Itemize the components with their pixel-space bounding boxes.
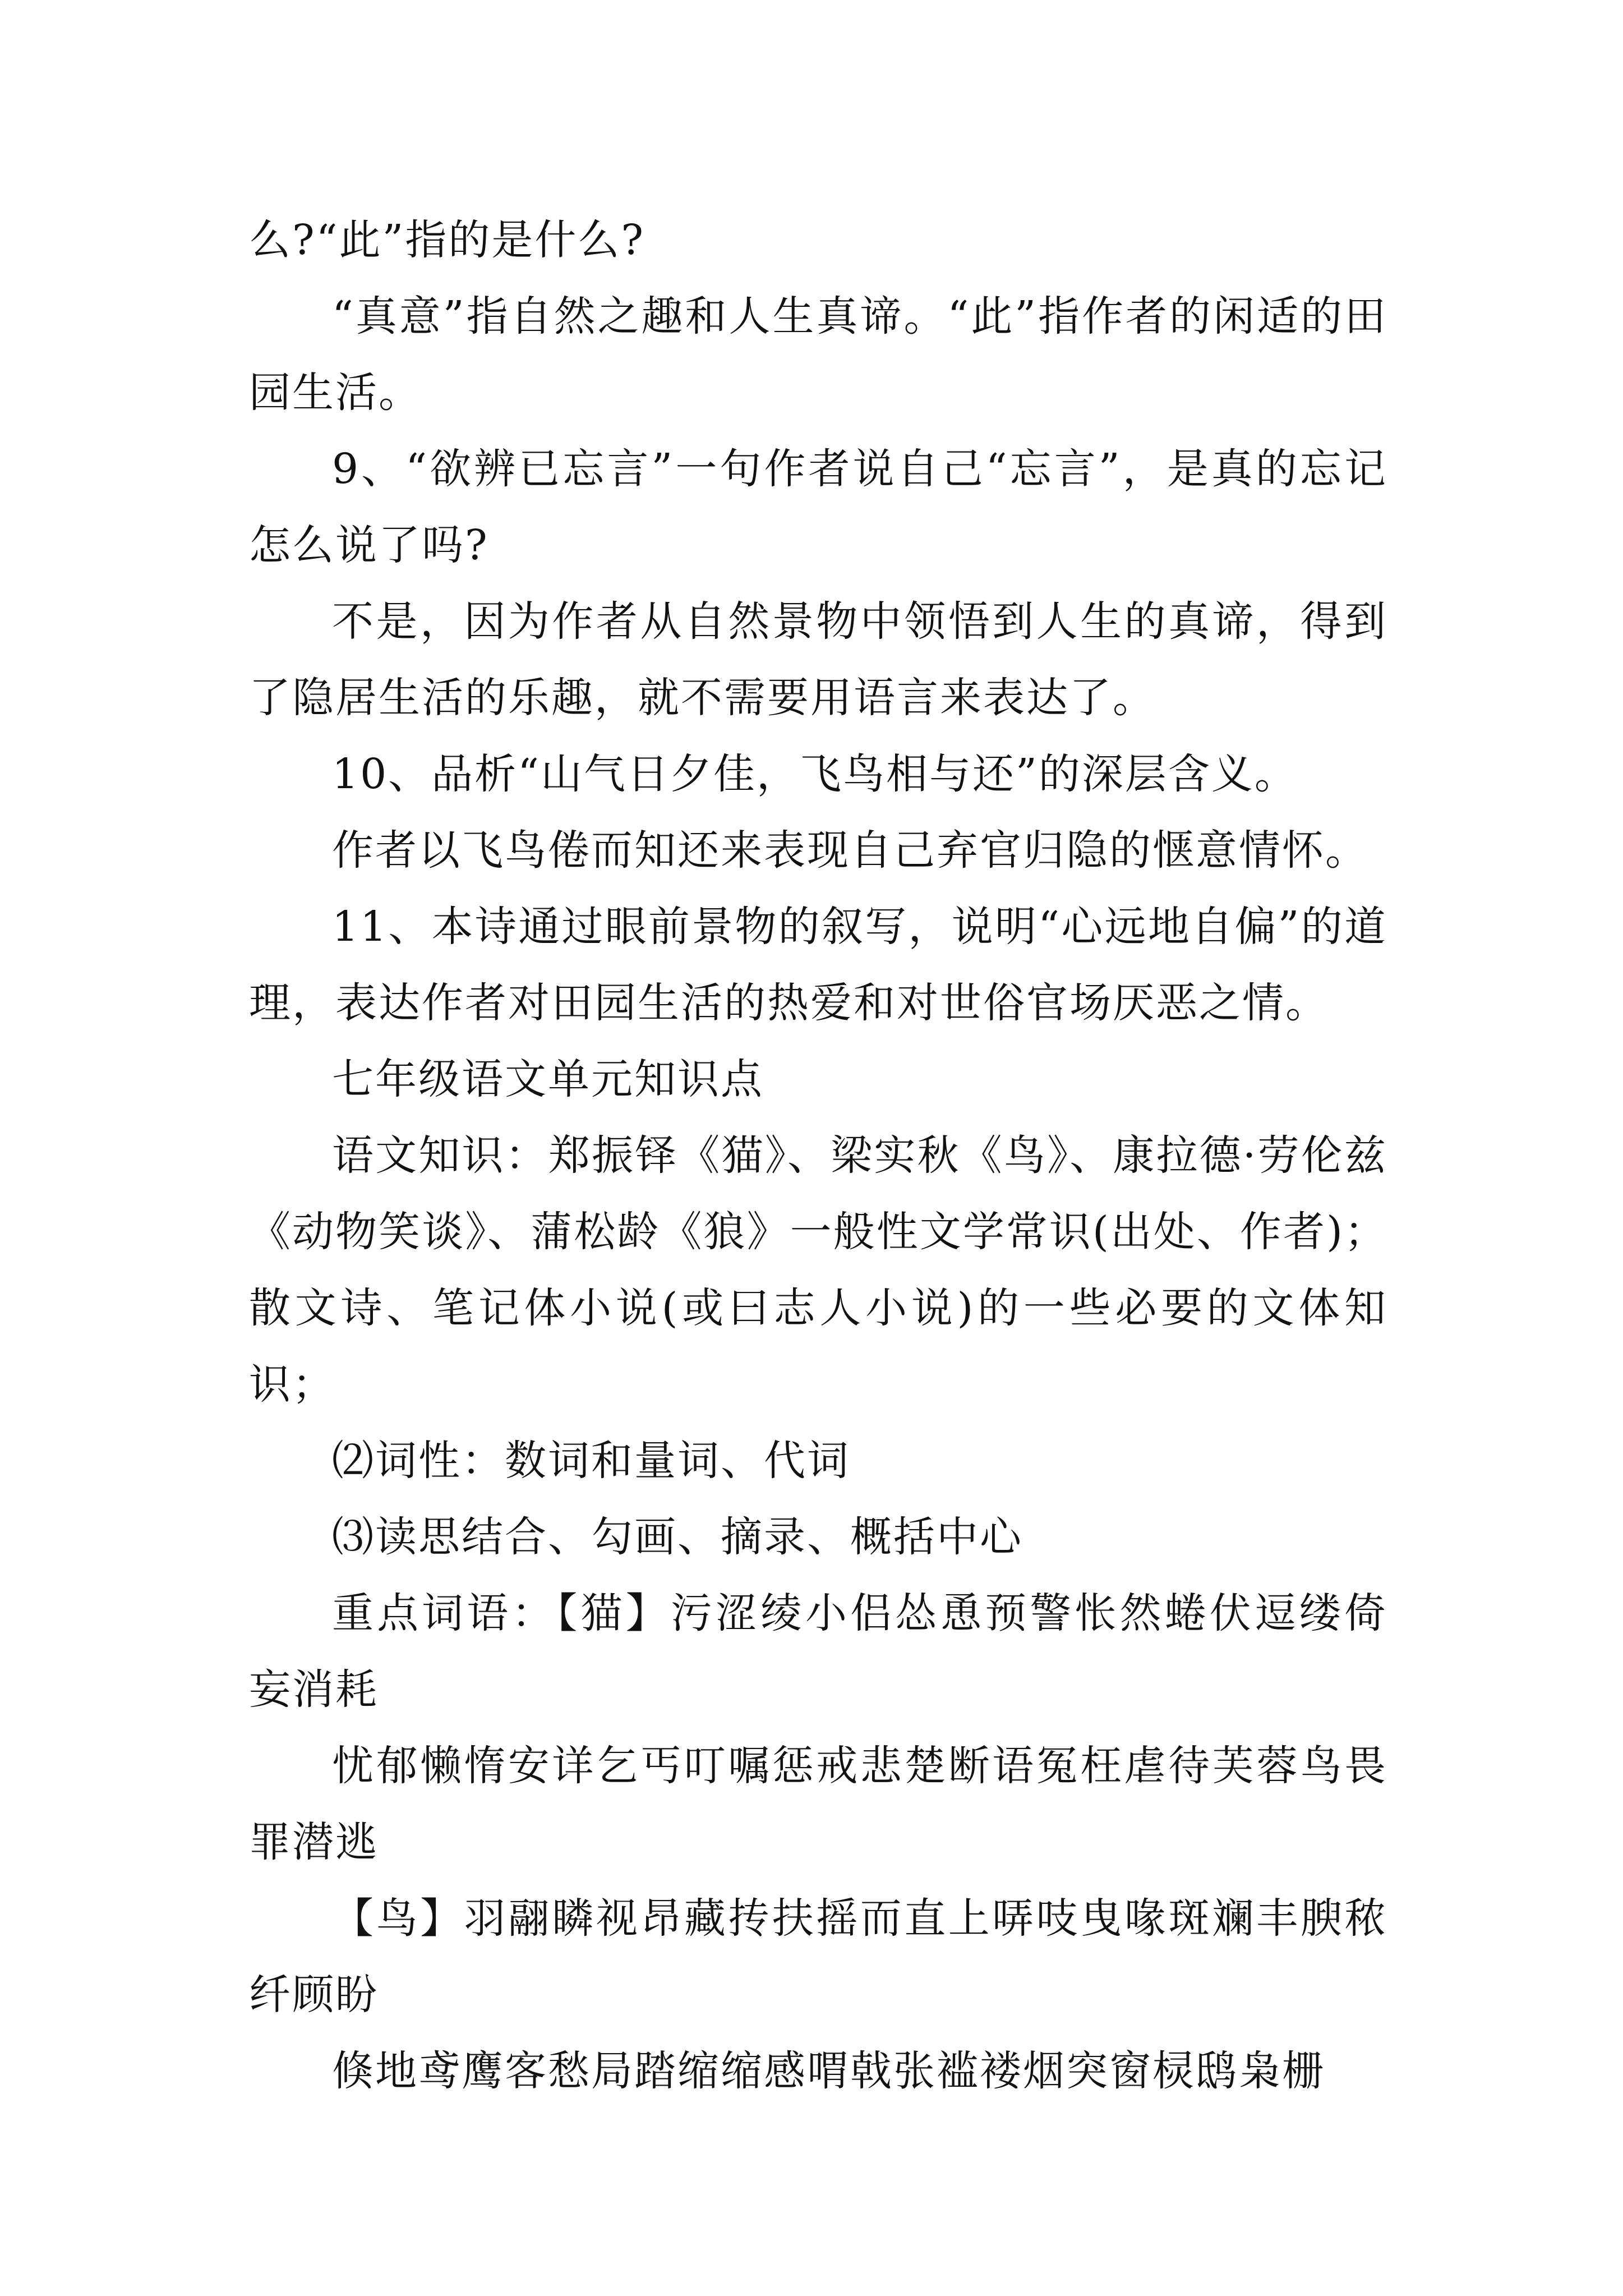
paragraph-key-words-bird-continued: 倏地鸢鹰客愁局踏缩缩感喟戟张褴褛烟突窗棂鸱枭栅 <box>332 2047 1325 2095</box>
paragraph-point-11: 11、本诗通过眼前景物的叙写，说明“心远地自偏”的道理，表达作者对田园生活的热爱和对世俗官场厌恶之情。 <box>249 903 1387 1027</box>
paragraph-key-words-cat-continued: 忧郁懒惰安详乞丐叮嘱惩戒悲楚断语冤枉虐待芙蓉鸟畏罪潜逃 <box>249 1742 1387 1866</box>
document-body <box>249 202 1387 2109</box>
list-item-parts-of-speech: ⑵词性：数词和量词、代词 <box>332 1437 850 1485</box>
section-heading: 七年级语文单元知识点 <box>332 1055 764 1103</box>
paragraph-answer: 不是，因为作者从自然景物中领悟到人生的真谛，得到了隐居生活的乐趣，就不需要用语言来表达了。 <box>249 597 1387 722</box>
paragraph-answer: 作者以飞鸟倦而知还来表现自己弃官归隐的惬意情怀。 <box>332 826 1368 875</box>
paragraph-key-words-cat: 重点词语：【猫】污涩绫小侣怂恿预警怅然蜷伏逗缕倚妄消耗 <box>249 1589 1387 1714</box>
list-item-reading-method: ⑶读思结合、勾画、摘录、概括中心 <box>332 1513 1023 1561</box>
paragraph-key-words-bird: 【鸟】羽翮瞵视昂藏抟扶摇而直上哢吱曳喙斑斓丰腴秾纤顾盼 <box>249 1894 1387 2019</box>
paragraph-knowledge: 语文知识：郑振铎《猫》、梁实秋《鸟》、康拉德·劳伦兹《动物笑谈》、蒲松龄《狼》一般性文学常识(出处、作者)；散文诗、笔记体小说(或曰志人小说)的一些必要的文体知识； <box>249 1131 1387 1409</box>
paragraph-question-9: 9、“欲辨已忘言”一句作者说自己“忘言”，是真的忘记怎么说了吗? <box>249 445 1387 569</box>
paragraph-answer: “真意”指自然之趣和人生真谛。“此”指作者的闲适的田园生活。 <box>249 292 1387 417</box>
paragraph-question-10: 10、品析“山气日夕佳，飞鸟相与还”的深层含义。 <box>332 750 1298 798</box>
paragraph-continuation: 么?“此”指的是什么? <box>249 216 645 264</box>
